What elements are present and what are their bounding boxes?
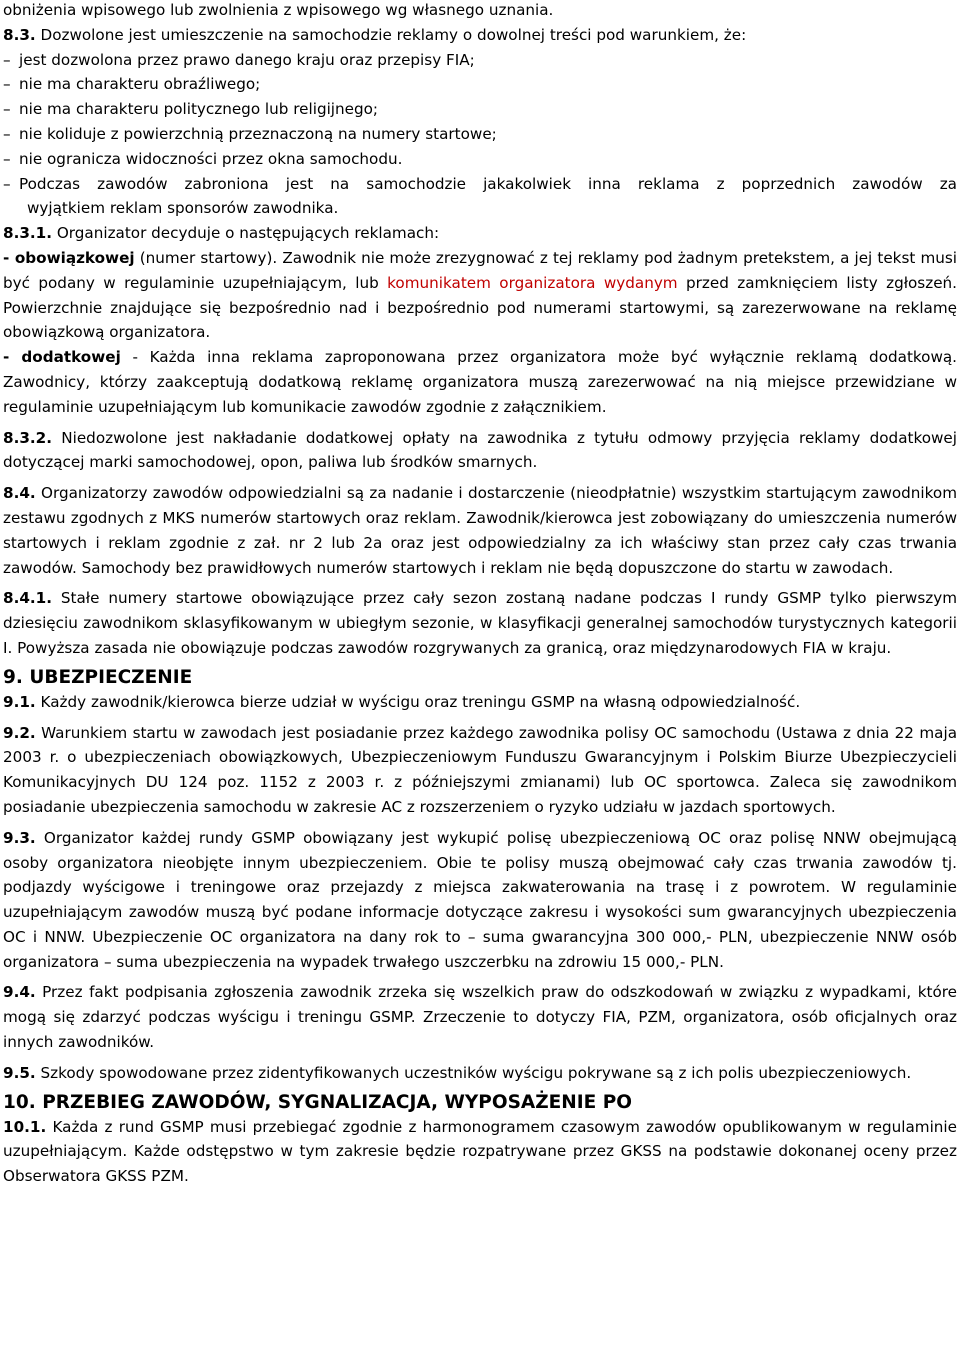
term-label: - obowiązkowej: [3, 248, 135, 267]
section-9-5: [3, 1061, 957, 1086]
section-number: 8.4.: [3, 484, 36, 503]
list-item: – jest dozwolona przez prawo danego kraju oraz przepisy FIA;: [3, 48, 957, 73]
section-10-1: [3, 1115, 957, 1189]
list-item: – Podczas zawodów zabroniona jest na samochodzie jakakolwiek inna reklama z poprzednich zawodów za: [3, 172, 957, 197]
section-number: 9.5.: [3, 1063, 36, 1082]
section-number: 8.3.: [3, 25, 36, 44]
paragraph-text: przed zamknięciem listy zgłoszeń. Powierzchnie znajdujące się bezpośrednio nad i bezpośrednio pod numerami startowymi, są zarezerwowane na reklamę obowiązkową organizatora.: [3, 273, 957, 342]
section-8-3-1: [3, 221, 957, 246]
section-number: 9.4.: [3, 983, 36, 1002]
section-number: 9.3.: [3, 828, 36, 847]
list-item: – nie koliduje z powierzchnią przeznaczoną na numery startowe;: [3, 122, 957, 147]
heading-section-9: 9. UBEZPIECZENIE: [3, 666, 193, 688]
section-9-1: [3, 690, 957, 715]
section-text: Organizator każdej rundy GSMP obowiązany jest wykupić polisę ubezpieczeniową OC oraz polisę NNW obejmującą osoby organizatora nieobjęte innym ubezpieczeniem. Obie te polisy muszą obejmować cały czas trwania zawodów tj. podjazdy wyścigowe i treningowe oraz przejazdy z miejsca zakwaterowania na trasę i z powrotem. W regulaminie uzupełniającym zawodów muszą być podane informacje dotyczące zakresu i wysokości sum gwarancyjnych ubezpieczenia OC i NNW. Ubezpieczenie OC organizatora na dany rok to – suma gwarancyjna 300 000,- PLN, ubezpieczenie NNW osób organizatora – suma ubezpieczenia na wypadek trwałego uszczerbku na zdrowiu 15 000,- PLN.: [3, 828, 957, 971]
section-9-4: [3, 980, 957, 1054]
section-number: 8.3.1.: [3, 224, 53, 243]
section-text: Każdy zawodnik/kierowca bierze udział w wyścigu oraz treningu GSMP na własną odpowiedzialność.: [35, 692, 801, 711]
section-number: 10.1.: [3, 1117, 47, 1136]
paragraph-additional-ad: [3, 345, 957, 419]
term-label: - dodatkowej: [3, 348, 121, 367]
highlighted-text: komunikatem organizatora wydanym: [387, 273, 678, 292]
section-text: Szkody spowodowane przez zidentyfikowanych uczestników wyścigu pokrywane są z ich polis ubezpieczeniowych.: [35, 1063, 912, 1082]
paragraph-text: (numer startowy). Zawodnik nie może zrezygnować z tej reklamy pod żadnym pretekstem, a jej tekst musi być podany w regulaminie uzupełniającym, lub: [3, 248, 958, 292]
heading-section-10: 10. PRZEBIEG ZAWODÓW, SYGNALIZACJA, WYPOSAŻENIE PO: [3, 1091, 633, 1113]
section-number: 9.2.: [3, 723, 36, 742]
list-item: – nie ma charakteru politycznego lub religijnego;: [3, 97, 957, 122]
section-9-2: [3, 721, 957, 820]
paragraph-continuation: obniżenia wpisowego lub zwolnienia z wpisowego wg własnego uznania.: [3, 1, 554, 19]
section-number: 8.4.1.: [3, 589, 53, 608]
list-item: – nie ma charakteru obraźliwego;: [3, 72, 957, 97]
document-page: [3, 0, 957, 1189]
section-text: Każda z rund GSMP musi przebiegać zgodnie z harmonogramem czasowym zawodów opublikowanym w regulaminie uzupełniającym. Każde odstępstwo w tym zakresie będzie rozpatrywane przez GKSS na podstawie dokonanej oceny przez Obserwatora GKSS PZM.: [3, 1117, 957, 1186]
section-text: Organizatorzy zawodów odpowiedzialni są za nadanie i dostarczenie (nieodpłatnie) wszystkim startującym zawodnikom zestawu zgodnych z MKS numerów startowych oraz reklam. Zawodnik/kierowca jest zobowiązany do umieszczenia numerów startowych i reklam zgodnie z zał. nr 2 lub 2a oraz jest odpowiedzialny za ich właściwy stan przez cały czas trwania zawodów. Samochody bez prawidłowych numerów startowych i reklam nie będą dopuszczone do startu w zawodach.: [3, 484, 957, 577]
section-8-3-2: [3, 426, 957, 476]
section-text: Dozwolone jest umieszczenie na samochodzie reklamy o dowolnej treści pod warunkiem, że:: [35, 25, 747, 44]
section-text: Niedozwolone jest nakładanie dodatkowej opłaty na zawodnika z tytułu odmowy przyjęcia reklamy dodatkowej dotyczącej marki samochodowej, opon, paliwa lub środków smarnych.: [3, 428, 957, 472]
list-item-continuation: wyjątkiem reklam sponsorów zawodnika.: [27, 199, 339, 218]
section-text: Przez fakt podpisania zgłoszenia zawodnik zrzeka się wszelkich praw do odszkodowań w związku z wypadkami, które mogą się zdarzyć podczas wyścigu i treningu GSMP. Zrzeczenie to dotyczy FIA, PZM, organizatora, osób oficjalnych oraz innych zawodników.: [3, 983, 957, 1052]
section-9-3: [3, 826, 957, 975]
section-8-4-1: [3, 586, 957, 660]
section-number: 8.3.2.: [3, 428, 53, 447]
paragraph-mandatory-ad: [3, 246, 957, 345]
section-text: Organizator decyduje o następujących reklamach:: [52, 224, 440, 243]
section-8-4: [3, 481, 957, 580]
section-text: Warunkiem startu w zawodach jest posiadanie przez każdego zawodnika polisy OC samochodu (Ustawa z dnia 22 maja 2003 r. o ubezpieczeniach obowiązkowych, Ubezpieczeniowym Funduszu Gwarancyjnym i Polskim Biurze Ubezpieczycieli Komunikacyjnych DU 124 poz. 1152 z 2003 r. z późniejszymi zmianami) lub OC sportowca. Zaleca się zawodnikom posiadanie ubezpieczenia samochodu w zakresie AC z rozszerzeniem o ryzyko udziału w jazdach sportowych.: [3, 723, 957, 816]
list-item: – nie ogranicza widoczności przez okna samochodu.: [3, 147, 957, 172]
section-number: 9.1.: [3, 692, 36, 711]
paragraph-text: - Każda inna reklama zaproponowana przez organizatora może być wyłącznie reklamą dodatkową. Zawodnicy, którzy zaakceptują dodatkową reklamę organizatora muszą zarezerwować na nią miejsce przewidziane w regulaminie uzupełniającym lub komunikacie zawodów zgodnie z załącznikiem.: [3, 348, 957, 416]
section-8-3: [3, 23, 957, 48]
section-text: Stałe numery startowe obowiązujące przez cały sezon zostaną nadane podczas I rundy GSMP tylko pierwszym dziesięciu zawodnikom sklasyfikowanym w ubiegłym sezonie, w klasyfikacji generalnej samochodów turystycznych kategorii I. Powyższa zasada nie obowiązuje podczas zawodów rozgrywanych za granicą, oraz międzynarodowych FIA w kraju.: [3, 589, 957, 657]
